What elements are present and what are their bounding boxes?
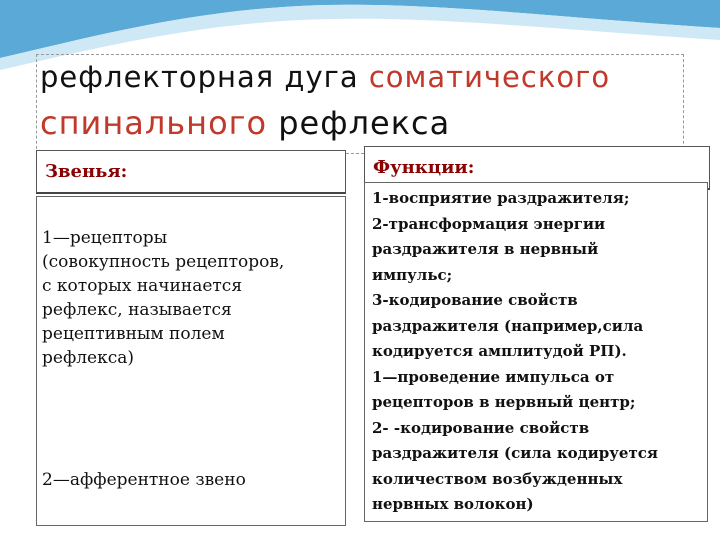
functions-line: 2-трансформация энергии — [372, 214, 606, 233]
title-segment: рефлекторная — [40, 60, 285, 94]
links-line: рефлекс, называется — [42, 300, 232, 320]
functions-header: Функции: — [364, 146, 710, 190]
functions-line: количеством возбужденных — [372, 469, 623, 488]
links-line: 1—рецепторы — [42, 228, 168, 248]
links-line: с которых начинается — [42, 276, 243, 296]
functions-line: 3-кодирование свойств — [372, 291, 578, 309]
title-line-2 — [40, 104, 450, 142]
functions-line: рецепторов в нервный центр; — [372, 393, 636, 411]
title-segment: рефлекса — [278, 104, 451, 142]
links-line: рефлекса) — [42, 348, 135, 368]
functions-line: кодируется амплитудой РП). — [372, 342, 627, 360]
title-segment: соматического — [368, 60, 611, 94]
functions-line: раздражителя (например,сила — [372, 316, 644, 335]
functions-line: импульс; — [372, 265, 453, 284]
functions-line: 2- -кодирование свойств — [372, 418, 590, 437]
functions-line: 1—проведение импульса от — [372, 367, 615, 386]
title-segment: дуга — [284, 60, 369, 94]
links-line: (совокупность рецепторов, — [42, 252, 285, 272]
functions-line: раздражителя (сила кодируется — [372, 444, 658, 462]
title-segment: спинального — [40, 104, 279, 142]
links-footer: 2—афферентное звено — [42, 470, 246, 490]
functions-line: раздражителя в нервный — [372, 240, 599, 258]
title-line-1 — [40, 60, 610, 94]
functions-line: нервных волокон) — [372, 495, 534, 513]
links-line: рецептивным полем — [42, 324, 225, 344]
links-header: Звенья: — [36, 150, 346, 194]
functions-line: 1-восприятие раздражителя; — [372, 189, 630, 207]
